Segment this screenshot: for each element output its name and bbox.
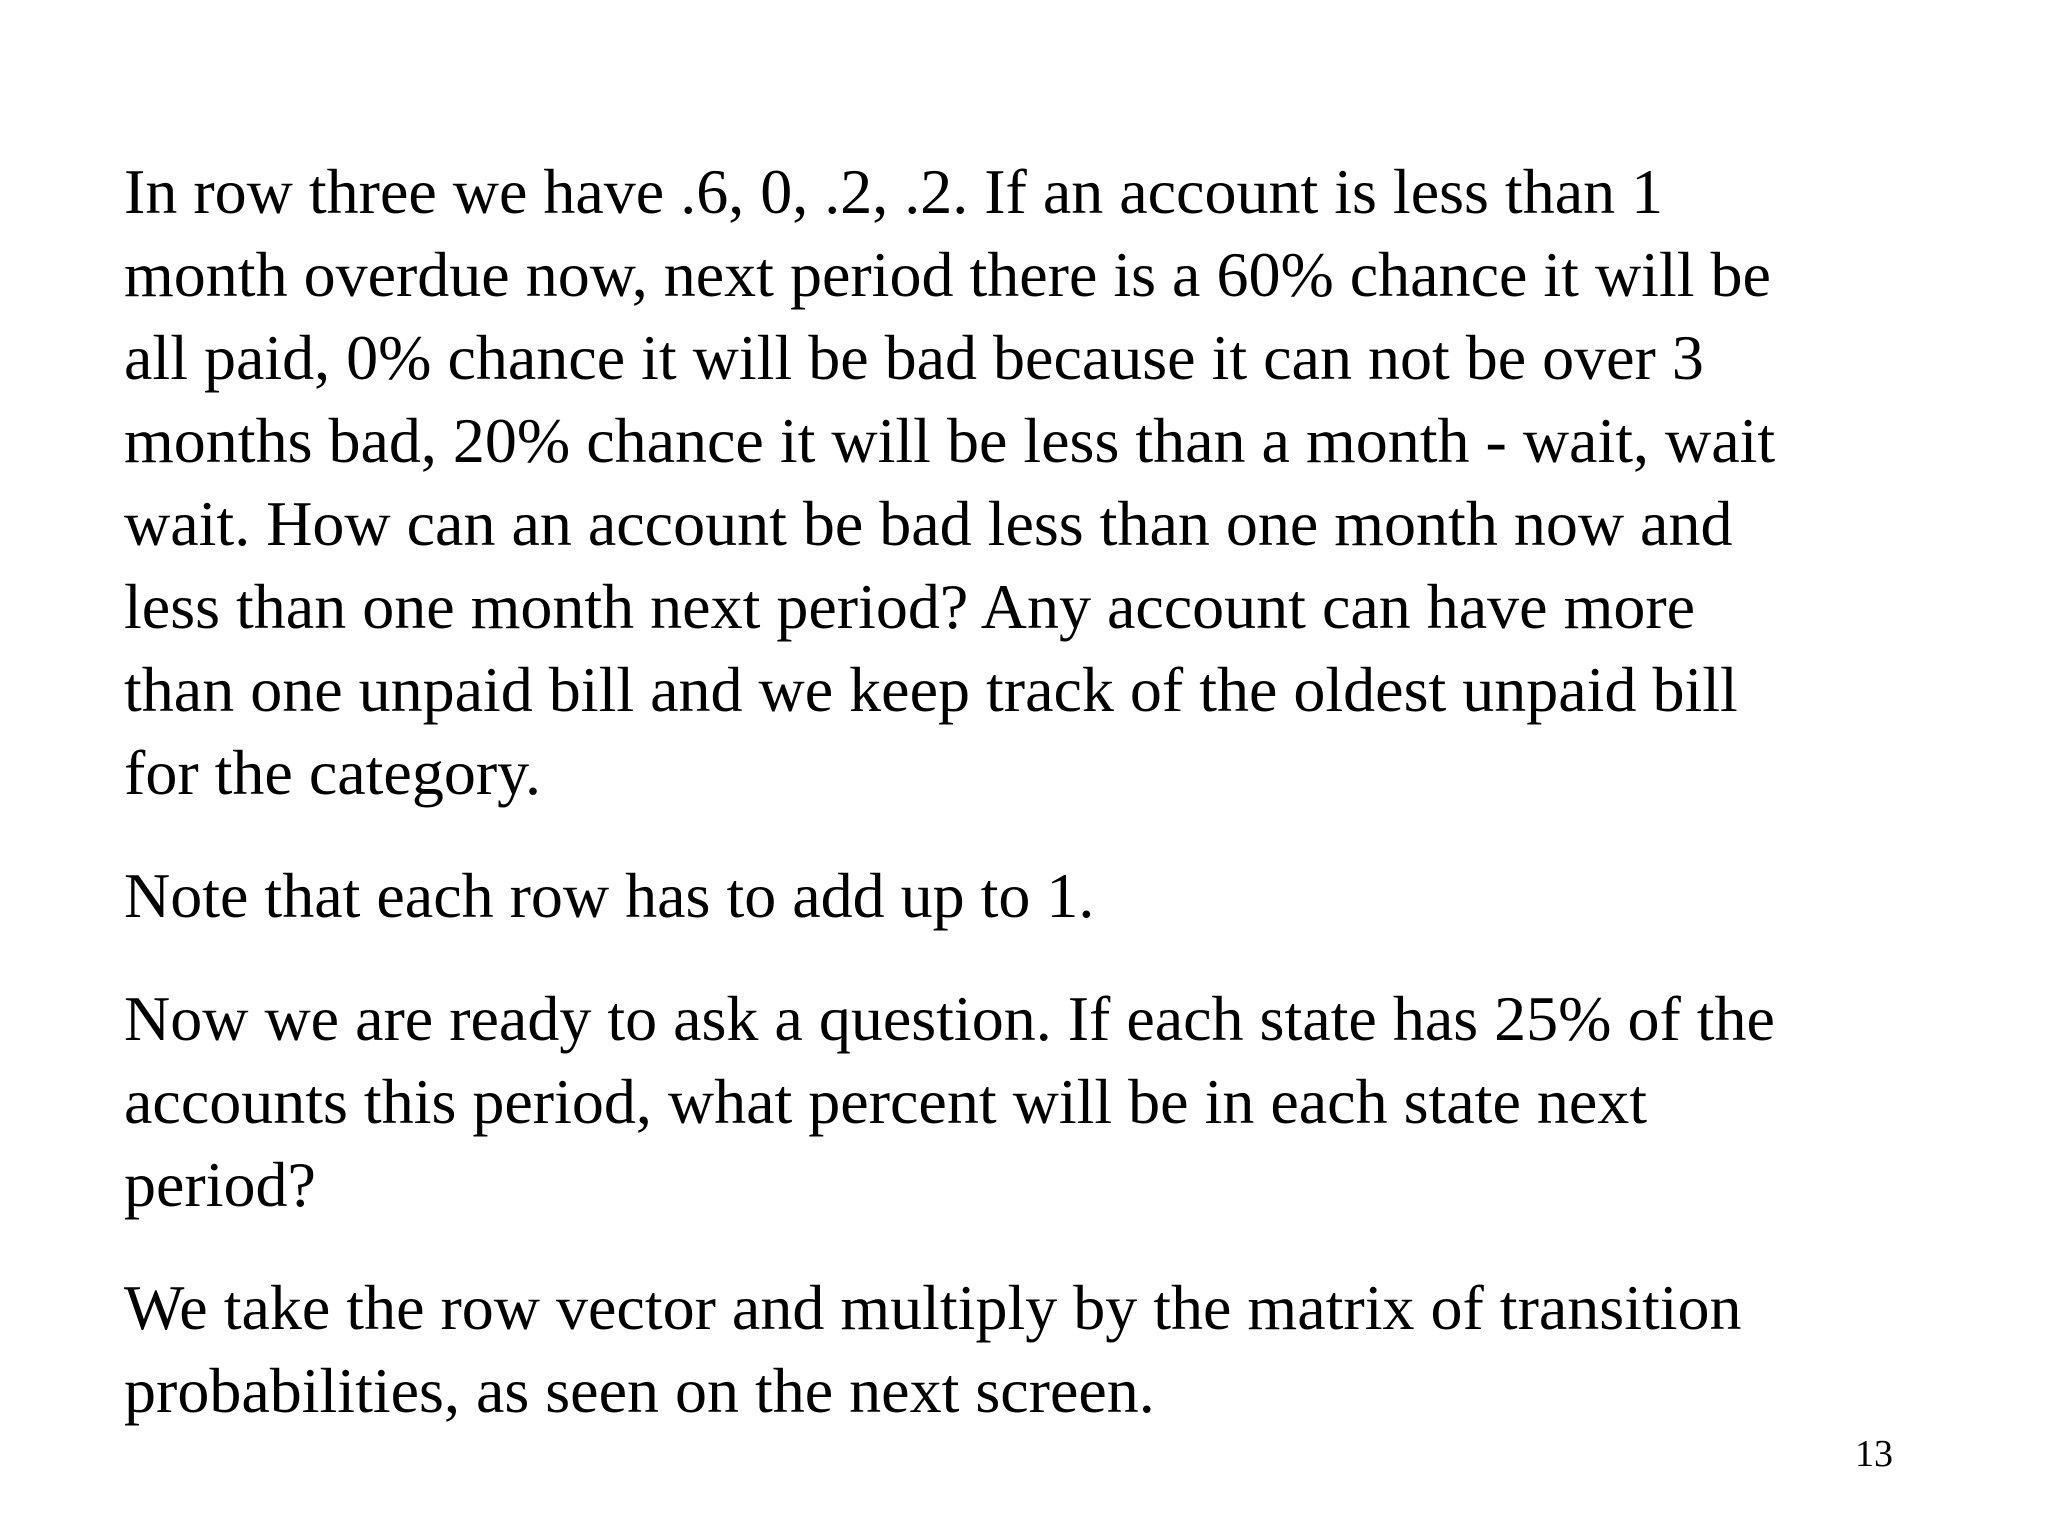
paragraph-next-screen <box>124 1266 1944 1432</box>
page-number: 13 <box>1855 1433 1893 1475</box>
text-line: period? <box>124 1149 316 1220</box>
text-line: month overdue now, next period there is a 60% chance it will be <box>124 239 1771 310</box>
text-line: for the category. <box>124 737 541 808</box>
paragraph-question <box>124 977 1944 1226</box>
paragraph-row-sum-note <box>124 854 1944 937</box>
text-line: wait. How can an account be bad less than one month now and <box>124 488 1733 559</box>
text-line: months bad, 20% chance it will be less than a month - wait, wait <box>124 405 1776 476</box>
text-line: We take the row vector and multiply by the matrix of transition <box>124 1272 1742 1343</box>
slide-body <box>124 150 1944 1432</box>
text-line: Note that each row has to add up to 1. <box>124 860 1095 931</box>
text-line: less than one month next period? Any account can have more <box>124 571 1696 642</box>
paragraph-row-three-explanation <box>124 150 1944 814</box>
text-line: all paid, 0% chance it will be bad because it can not be over 3 <box>124 322 1704 393</box>
text-line: probabilities, as seen on the next screen. <box>124 1355 1155 1426</box>
text-line: Now we are ready to ask a question. If each state has 25% of the <box>124 983 1775 1054</box>
text-line: than one unpaid bill and we keep track of the oldest unpaid bill <box>124 654 1738 725</box>
text-line: accounts this period, what percent will be in each state next <box>124 1066 1648 1137</box>
text-line: In row three we have .6, 0, .2, .2. If an account is less than 1 <box>124 156 1664 227</box>
